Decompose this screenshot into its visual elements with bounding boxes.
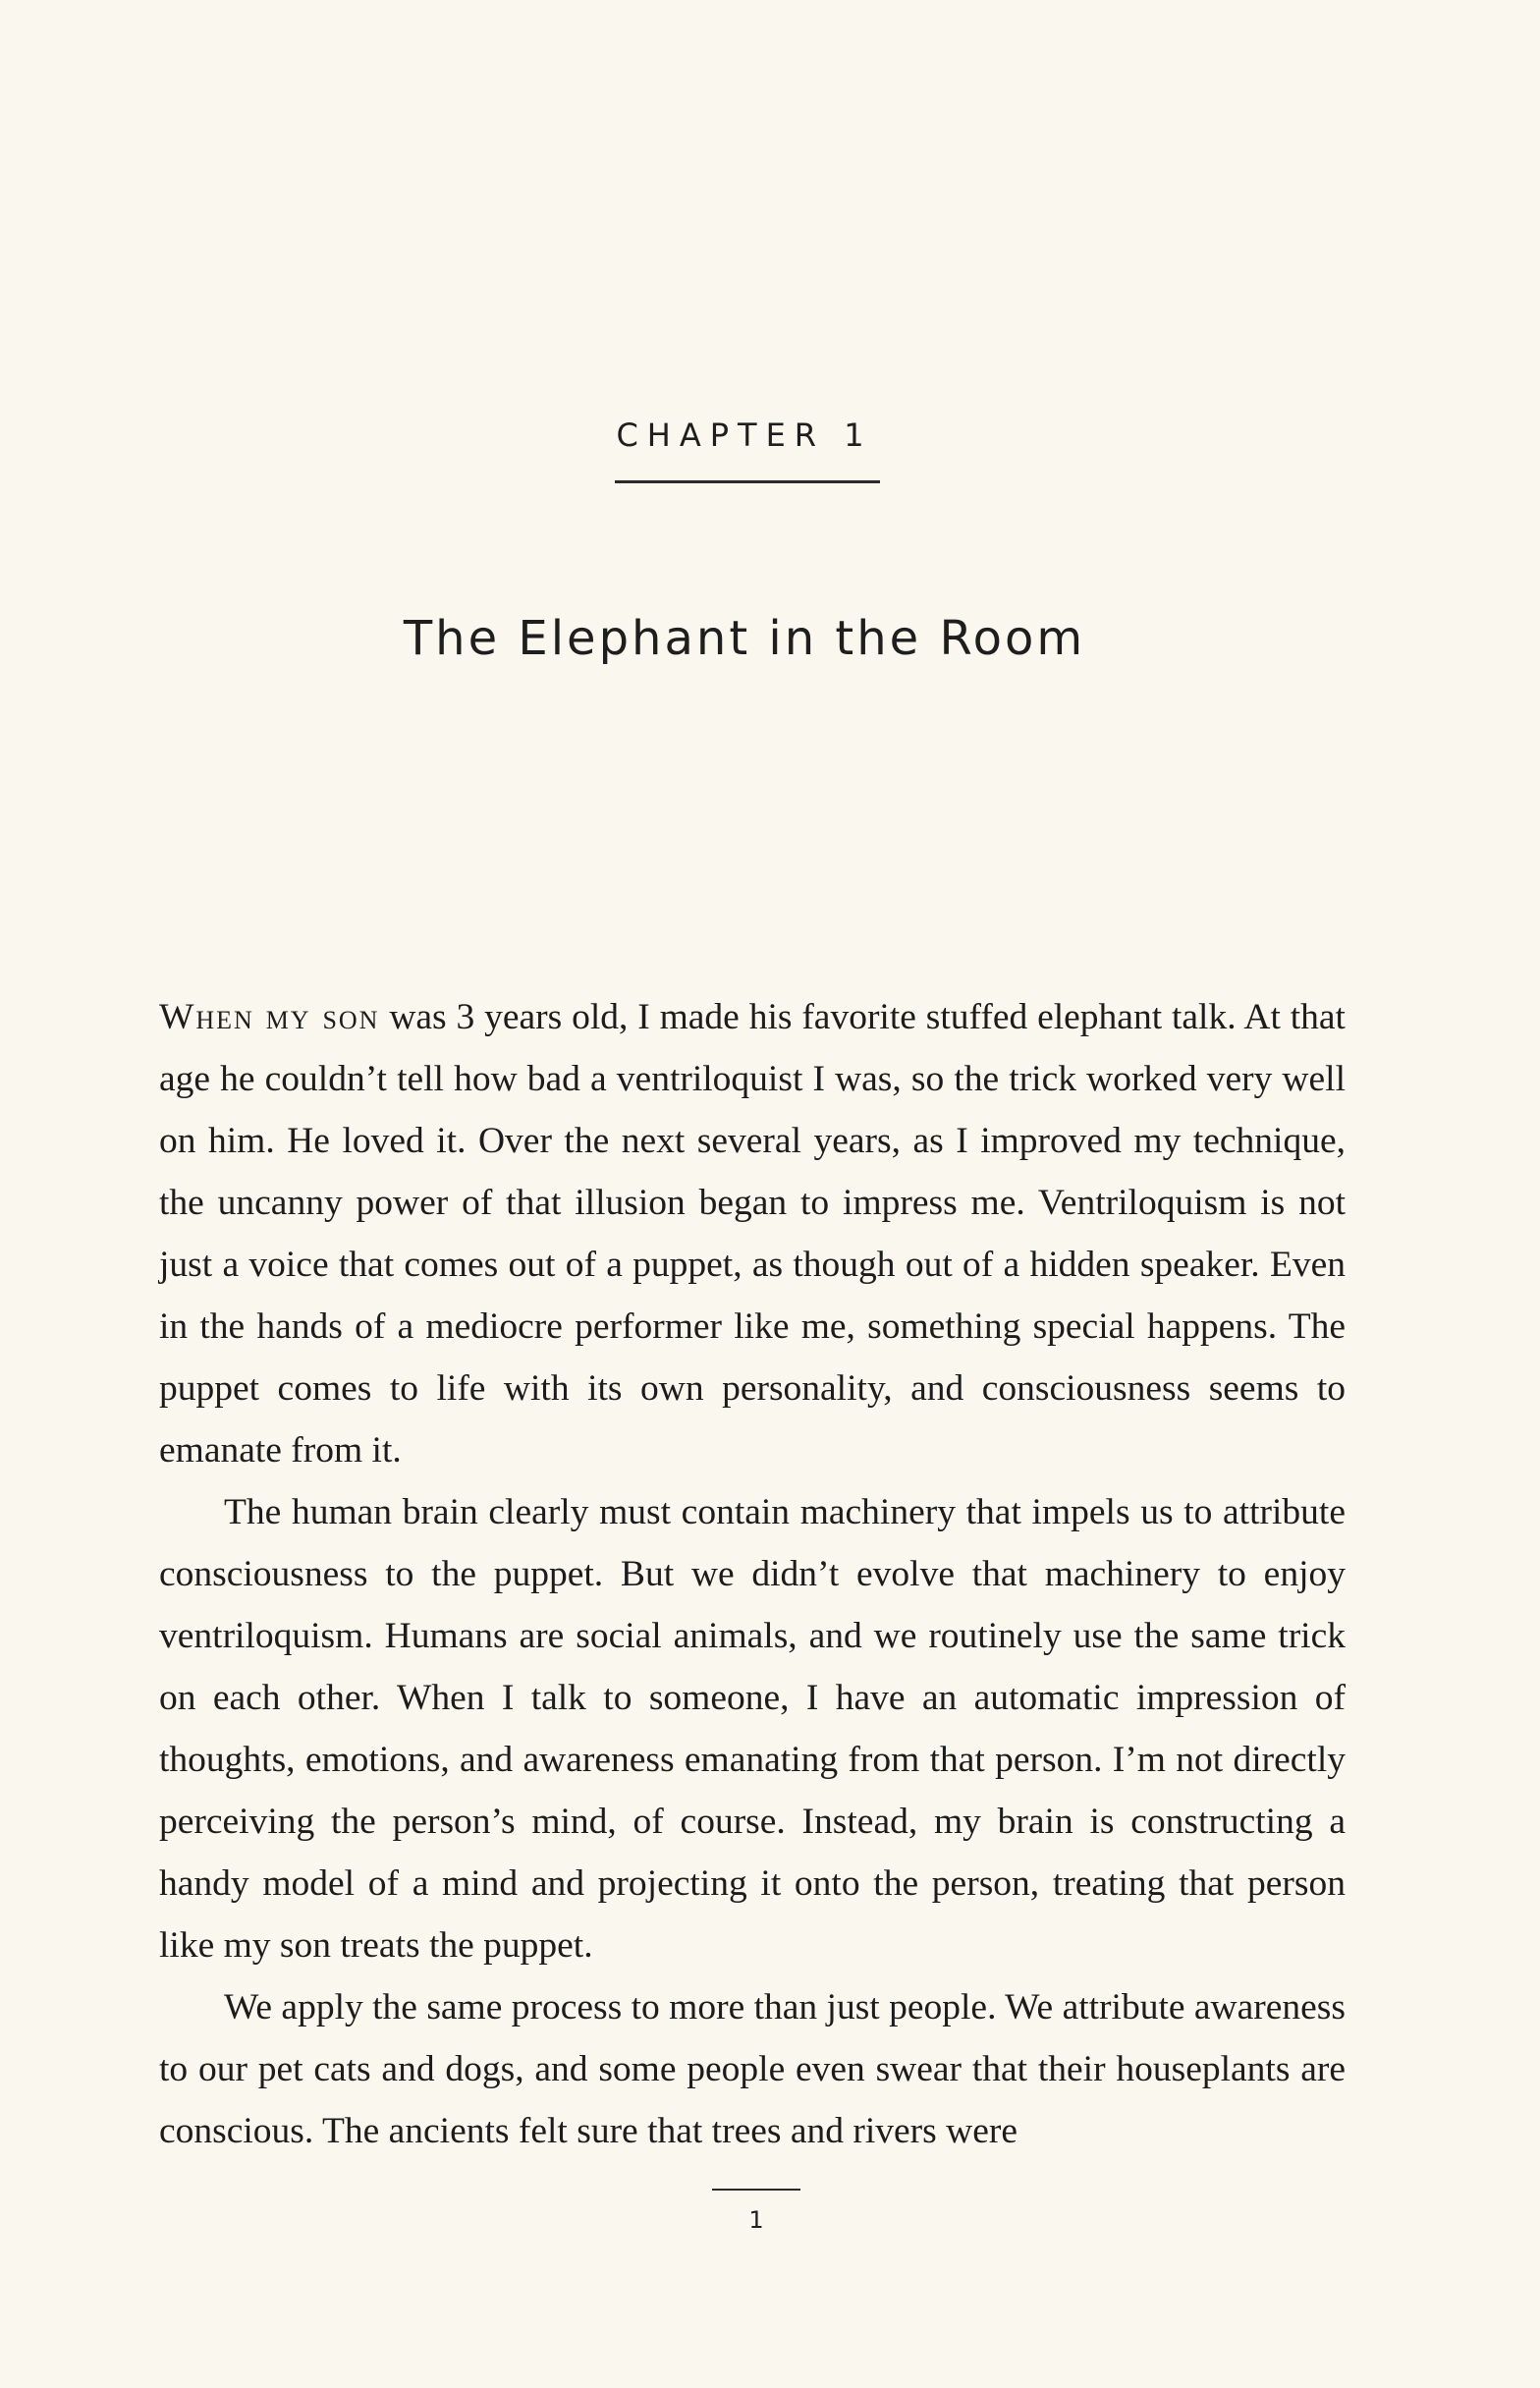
chapter-label: CHAPTER 1	[616, 417, 873, 454]
paragraph-2: The human brain clearly must contain machinery that impels us to attribute consciousness to the puppet. But we didn’t evolve that machinery to enjoy ventriloquism. Humans are social animals, and we routinely use the same trick on each other. When I talk to someone, I have an automatic impression of thoughts, emotions, and awareness emanating from that person. I’m not directly perceiving the person’s mind, of course. Instead, my brain is constructing a handy model of a mind and projecting it onto the person, treating that person like my son treats the puppet.	[159, 1492, 1346, 1966]
chapter-title: The Elephant in the Room	[403, 611, 1086, 666]
page-number-rule	[712, 2189, 800, 2191]
paragraph-1-lead: When my son	[159, 997, 380, 1037]
paragraph-1-text: was 3 years old, I made his favorite stuffed elephant talk. At that age he couldn’t tell how bad a ventriloquist I was, so the trick worked very well on him. He loved it. Over the next several years, as I improved my technique, the uncanny power of that illusion began to impress me. Ventriloquism is not just a voice that comes out of a puppet, as though out of a hidden speaker. Even in the hands of a mediocre performer like me, something special happens. The puppet comes to life with its own personality, and consciousness seems to emanate from it.	[159, 997, 1346, 1471]
body-text	[159, 986, 1346, 2162]
chapter-rule	[615, 480, 880, 483]
paragraph-3: We apply the same process to more than just people. We attribute awareness to our pet cats and dogs, and some people even swear that their houseplants are conscious. The ancients felt sure that trees and rivers were	[159, 1987, 1346, 2151]
paragraph-1	[159, 986, 1346, 1481]
page-number: 1	[748, 2206, 764, 2234]
